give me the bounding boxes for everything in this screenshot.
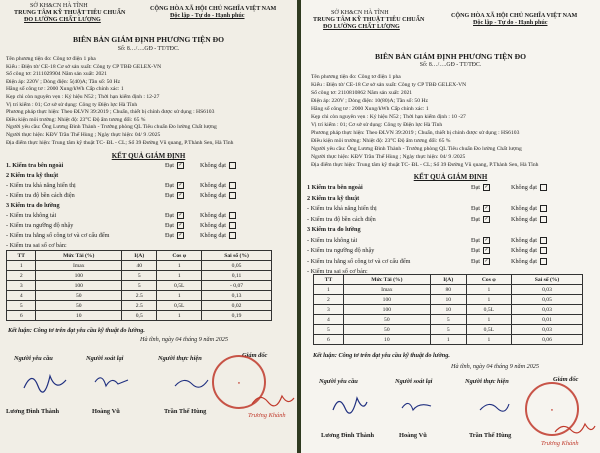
info-line: Điều kiện môi trường: Nhiệt độ: 23°C Độ ẩm tương đối: 65 % [6, 116, 146, 123]
table-cell: 50 [343, 325, 430, 335]
empty-box-icon [540, 237, 547, 244]
table-row [314, 315, 583, 325]
table-cell: 0,5L [157, 301, 202, 311]
check-pass [165, 212, 184, 219]
checked-box-icon: ✓ [178, 183, 183, 189]
info-line: Số công tơ: 2111029904 Năm sản xuất: 2021 [6, 71, 107, 78]
table-header-row [7, 251, 272, 261]
info-line: Địa điểm thực hiện: Trung tâm kỹ thuật TC- ĐL - CL; Số 39 Đường Vũ quang, P.Thành Sen, Hà Tĩnh [6, 139, 234, 146]
table-header-cell: Cos φ [157, 251, 202, 261]
info-line: Vị trí kiểm : 01; Cơ sở sử dụng: Công ty Điện lực Hà Tĩnh [311, 122, 443, 128]
signature-reviewer [92, 370, 132, 392]
check-fail [200, 232, 236, 239]
table-cell: Imax [36, 261, 122, 271]
info-line: Tên phương tiện đo: Công tơ điện 1 pha [311, 74, 401, 80]
table-row [7, 301, 272, 311]
table-cell: 6 [314, 335, 344, 345]
check-pass [165, 192, 184, 199]
table-cell: 10 [343, 335, 430, 345]
info-line: Tên phương tiện đo: Công tơ điện 1 pha [6, 56, 96, 62]
table-cell: 0,03 [512, 305, 583, 315]
check-fail-label: Không đạt [200, 182, 226, 189]
check-fail [200, 182, 236, 189]
table-header-cell: Cos φ [466, 275, 511, 285]
check-fail [511, 247, 547, 254]
table-cell: 80 [430, 285, 466, 295]
empty-box-icon [540, 258, 547, 265]
table-row [7, 261, 272, 271]
check-pass-label: Đạt [165, 182, 174, 189]
check-pass-label: Đạt [471, 257, 480, 265]
signer-director-name: Trương Khánh [541, 440, 579, 447]
table-cell: 4 [7, 291, 36, 301]
table-cell: 0,03 [512, 285, 583, 295]
check-label: 3 Kiểm tra đo lường [6, 202, 60, 209]
table-row [314, 285, 583, 295]
table-cell: 5 [122, 281, 157, 291]
check-label: 1 Kiểm tra bên ngoài [307, 184, 363, 191]
table-cell: 2.5 [122, 291, 157, 301]
check-pass [471, 205, 490, 212]
result-title: KẾT QUẢ GIÁM ĐỊNH [413, 173, 488, 181]
conclusion: Kết luận: Công tơ trên đạt yêu cầu kỹ thuật đo lường. [8, 327, 145, 334]
table-cell: 3 [7, 281, 36, 291]
check-fail-label: Không đạt [511, 236, 537, 244]
check-pass-label: Đạt [165, 212, 174, 219]
signer-director-name: Trương Khánh [248, 412, 286, 419]
check-label: 2 Kiểm tra kỹ thuật [307, 194, 360, 202]
table-cell: 1 [157, 311, 202, 321]
check-pass [471, 258, 490, 265]
check-pass-label: Đạt [471, 236, 480, 244]
signer-reviewer-name: Hoàng Vũ [399, 432, 427, 439]
empty-box-icon [540, 247, 547, 254]
sign-title-director: Giám đốc [553, 376, 579, 383]
check-fail-label: Không đạt [511, 184, 537, 191]
table-cell: 2 [7, 271, 36, 281]
info-line: Kẹp chì còn nguyên vẹn : Ký hiệu N52 ; Thời hạn kiểm định : 10 -27 [311, 114, 466, 120]
check-pass-label: Đạt [471, 247, 480, 254]
republic-title: CỘNG HÒA XÃ HỘI CHỦ NGHĨA VIỆT NAM [150, 6, 277, 12]
check-pass-label: Đạt [165, 192, 174, 199]
table-cell: 5 [7, 301, 36, 311]
table-row [7, 271, 272, 281]
table-cell: 0,05 [512, 295, 583, 305]
check-fail [511, 237, 547, 244]
empty-box-icon [540, 216, 547, 223]
check-fail [200, 162, 236, 169]
check-fail [200, 192, 236, 199]
table-header-cell: TT [314, 275, 344, 285]
info-line: Phương pháp thực hiện: Theo ĐLVN 39:2019 ; Chuẩn, thiết bị chính được sử dụng : HS6103 [311, 130, 520, 136]
motto: Độc lập - Tự do - Hạnh phúc [170, 13, 245, 19]
table-cell: 100 [343, 305, 430, 315]
date-line: Hà tĩnh, ngày 04 tháng 9 năm 2025 [140, 336, 228, 343]
info-line: Vị trí kiểm : 01; Cơ sở sử dụng: Công ty Điện lực Hà Tĩnh [6, 101, 138, 108]
check-fail-label: Không đạt [200, 232, 226, 239]
table-header-cell: Sai số (%) [202, 251, 272, 261]
agency-name: SỞ KH&CN HÀ TĨNH [331, 10, 389, 16]
info-line: Phương pháp thực hiện: Theo ĐLVN 39:2019 ; Chuẩn, thiết bị chính được sử dụng : HS6103 [6, 109, 215, 116]
table-cell: 100 [343, 295, 430, 305]
empty-box-icon [229, 182, 236, 189]
table-cell: 0,5L [466, 325, 511, 335]
signer-requester-name: Lương Đình Thành [321, 432, 375, 439]
check-label: - Kiểm tra hằng số công tơ và cơ cấu đếm [307, 257, 411, 265]
signature-performer [172, 372, 212, 392]
check-pass-label: Đạt [471, 205, 480, 212]
info-line: Điều kiện môi trường: Nhiệt độ: 23°C Độ ẩm tương đối: 65 % [311, 138, 451, 144]
check-label: - Kiểm tra không tải [6, 212, 57, 219]
date-line: Hà tĩnh, ngày 04 tháng 9 năm 2025 [451, 363, 539, 370]
signature-performer [477, 396, 513, 416]
table-cell: 1 [466, 335, 511, 345]
info-line: Người yêu cầu: Ông Lương Đình Thành - Trưởng phòng QL Tiêu chuẩn Đo lường Chất lượng [6, 124, 217, 131]
table-cell: 1 [466, 285, 511, 295]
check-pass [471, 247, 490, 254]
signature-director [553, 420, 597, 438]
signer-performer-name: Trần Thế Hùng [469, 432, 512, 439]
table-row [7, 311, 272, 321]
check-fail-label: Không đạt [511, 247, 537, 254]
document-number: Số: 8…/….GĐ - TT/TĐC. [419, 62, 482, 68]
info-line: Kẹp chì còn nguyên vẹn : Ký hiệu N52 ; Thời hạn kiểm định : 12-27 [6, 94, 160, 100]
conclusion: Kết luận: Công tơ trên đạt yêu cầu kỹ thuật đo lường. [313, 352, 450, 359]
table-cell: 100 [36, 271, 122, 281]
center-name-2: ĐO LƯỜNG CHẤT LƯỢNG [323, 24, 400, 30]
check-label: - Kiểm tra độ bền cách điện [6, 192, 75, 199]
checked-box-icon: ✓ [178, 163, 183, 169]
check-fail [200, 212, 236, 219]
table-cell: 1 [466, 295, 511, 305]
center-name: TRUNG TÂM KỸ THUẬT TIÊU CHUẨN [14, 10, 126, 16]
document-title: BIÊN BẢN GIÁM ĐỊNH PHƯƠNG TIỆN ĐO [374, 52, 527, 61]
info-line: Kiểu : Điện tử/ CE-18 Cơ sở sản xuất: Công ty CP TBĐ GELEX-VN [6, 63, 162, 70]
table-cell: 2.5 [122, 301, 157, 311]
table-cell: 100 [36, 281, 122, 291]
table-cell: 5 [122, 271, 157, 281]
check-label: 3 Kiểm tra đo lường [307, 226, 361, 233]
table-header-cell: Mức Tải (%) [343, 275, 430, 285]
table-cell: 0,02 [202, 301, 272, 311]
check-fail [511, 184, 547, 191]
check-fail-label: Không đạt [200, 192, 226, 199]
sign-title-director: Giám đốc [242, 352, 268, 359]
table-cell: 0,05 [202, 261, 272, 271]
stamp-ring: ● [550, 406, 554, 412]
check-fail [511, 258, 547, 265]
motto: Độc lập - Tự do - Hạnh phúc [473, 20, 548, 26]
table-cell: 1 [7, 261, 36, 271]
check-pass-label: Đạt [165, 162, 174, 169]
agency-name: SỞ KH&CN HÀ TĨNH [30, 3, 88, 9]
check-pass-label: Đạt [165, 222, 174, 229]
table-header-cell: I(A) [430, 275, 466, 285]
table-cell: 1 [157, 261, 202, 271]
result-title: KẾT QUẢ GIÁM ĐỊNH [111, 152, 186, 160]
table-cell: 0,19 [202, 311, 272, 321]
checked-box-icon: ✓ [484, 237, 489, 243]
check-label: 2 Kiểm tra kỹ thuật [6, 172, 59, 179]
table-cell: 5 [314, 325, 344, 335]
signature-reviewer [399, 396, 435, 416]
check-pass [165, 222, 184, 229]
check-fail-label: Không đạt [200, 212, 226, 219]
checked-box-icon: ✓ [484, 258, 489, 264]
check-label: 1. Kiểm tra bên ngoài [6, 162, 64, 169]
checked-box-icon: ✓ [178, 233, 183, 239]
check-pass [165, 162, 184, 169]
empty-box-icon [540, 205, 547, 212]
sign-title-reviewer: Người soát lại [395, 378, 433, 385]
table-cell: 0,5L [466, 305, 511, 315]
check-fail-label: Không đạt [200, 222, 226, 229]
table-cell: 0,03 [512, 325, 583, 335]
table-cell: 0,5 [122, 311, 157, 321]
check-pass [165, 182, 184, 189]
checked-box-icon: ✓ [178, 223, 183, 229]
empty-box-icon [229, 192, 236, 199]
table-header-row [314, 275, 583, 285]
table-row [7, 281, 272, 291]
table-header-cell: TT [7, 251, 36, 261]
table-cell: 5 [430, 315, 466, 325]
table-cell: Imax [343, 285, 430, 295]
signature-requester [329, 392, 369, 416]
table-cell: - 0,07 [202, 281, 272, 291]
table-cell: 1 [430, 335, 466, 345]
table-row [314, 305, 583, 315]
table-row [314, 325, 583, 335]
table-cell: 40 [122, 261, 157, 271]
check-label: - Kiểm tra sai số cơ bản: [307, 268, 368, 275]
table-cell: 10 [36, 311, 122, 321]
info-line: Người yêu cầu: Ông Lương Đình Thành - Trưởng phòng QL Tiêu chuẩn Đo lường Chất lượng [311, 146, 522, 152]
checked-box-icon: ✓ [484, 248, 489, 254]
check-label: - Kiểm tra không tải [307, 236, 358, 244]
table-cell: 10 [430, 305, 466, 315]
table-cell: 0,13 [202, 291, 272, 301]
signature-requester [20, 368, 70, 394]
sign-title-requester: Người yêu cầu [14, 355, 53, 362]
table-cell: 1 [157, 271, 202, 281]
table-cell: 1 [157, 291, 202, 301]
table-row [314, 335, 583, 345]
table-cell: 5 [430, 325, 466, 335]
table-header-cell: Mức Tải (%) [36, 251, 122, 261]
check-fail [200, 222, 236, 229]
table-header-cell: I(A) [122, 251, 157, 261]
signature-director [250, 390, 296, 410]
empty-box-icon [540, 184, 547, 191]
table-row [314, 295, 583, 305]
sign-title-reviewer: Người soát lại [86, 355, 124, 362]
center-name-2: ĐO LƯỜNG CHẤT LƯỢNG [24, 17, 101, 23]
table-cell: 2 [314, 295, 344, 305]
info-line: Hằng số công tơ : 2000 Xung/kWh Cấp chính xác: 1 [311, 106, 429, 112]
table-cell: 4 [314, 315, 344, 325]
info-line: Số công tơ: 2110810862 Năm sản xuất: 2021 [311, 90, 413, 96]
left-document-sheet [0, 0, 297, 453]
info-line: Kiểu : Điện tử/ CE-18 Cơ sở sản xuất: Công ty CP TBĐ GELEX-VN [311, 82, 467, 88]
table-cell: 6 [7, 311, 36, 321]
check-pass [471, 216, 490, 223]
info-line: Người thực hiện: KĐV Trần Thế Hùng ; Ngày thực hiện: 04/ 9 /2025 [6, 132, 161, 138]
signer-reviewer-name: Hoàng Vũ [92, 408, 120, 415]
info-line: Điện áp: 220V ; Dòng điện: 5(40)A; Tần số: 50 Hz [6, 78, 121, 85]
center-name: TRUNG TÂM KỸ THUẬT TIÊU CHUẨN [313, 17, 425, 23]
empty-box-icon [229, 232, 236, 239]
empty-box-icon [229, 222, 236, 229]
table-cell: 10 [430, 295, 466, 305]
sign-title-performer: Người thực hiện [158, 355, 202, 362]
error-table [313, 274, 583, 345]
check-label: - Kiểm tra khả năng hiển thị [6, 182, 76, 189]
check-fail-label: Không đạt [511, 257, 537, 265]
check-label: - Kiểm tra ngưỡng độ nhậy [6, 222, 74, 229]
table-cell: 50 [343, 315, 430, 325]
sign-title-requester: Người yêu cầu [319, 378, 358, 385]
check-fail-label: Không đạt [511, 215, 537, 223]
signer-performer-name: Trần Thế Hùng [164, 408, 207, 415]
table-cell: 0,06 [512, 335, 583, 345]
table-cell: 0,11 [202, 271, 272, 281]
error-table [6, 250, 272, 321]
empty-box-icon [229, 212, 236, 219]
document-number: Số: 8…/….GĐ - TT/TĐC. [117, 46, 180, 52]
info-line: Địa điểm thực hiện: Trung tâm kỹ thuật TC- ĐL - CL; Số 39 Đường Vũ quang, P.Thành Sen, Hà Tĩnh [311, 162, 539, 168]
checked-box-icon: ✓ [178, 213, 183, 219]
check-label: - Kiểm tra hằng số công tơ và cơ cấu đếm [6, 232, 110, 239]
info-line: Người thực hiện: KĐV Trần Thế Hùng ; Ngày thực hiện: 04/ 9 /2025 [311, 154, 466, 160]
check-label: - Kiểm tra khả năng hiển thị [307, 205, 377, 212]
table-cell: 0,01 [512, 315, 583, 325]
check-fail-label: Không đạt [200, 162, 226, 169]
check-label: - Kiểm tra sai số cơ bản: [6, 242, 67, 249]
check-fail-label: Không đạt [511, 205, 537, 212]
checked-box-icon: ✓ [484, 185, 489, 191]
table-header-cell: Sai số (%) [512, 275, 583, 285]
table-cell: 50 [36, 291, 122, 301]
check-pass-label: Đạt [471, 184, 480, 191]
check-label: - Kiểm tra ngưỡng độ nhậy [307, 247, 375, 254]
document-title: BIÊN BẢN GIÁM ĐỊNH PHƯƠNG TIỆN ĐO [72, 35, 225, 44]
check-label: - Kiểm tra độ bền cách điện [307, 215, 376, 223]
table-cell: 1 [314, 285, 344, 295]
table-row [7, 291, 272, 301]
checked-box-icon: ✓ [484, 216, 489, 222]
check-fail [511, 216, 547, 223]
right-document-sheet [301, 0, 600, 453]
table-cell: 0,5L [157, 281, 202, 291]
sign-title-performer: Người thực hiện [465, 378, 509, 385]
check-pass-label: Đạt [471, 215, 480, 223]
table-cell: 1 [466, 315, 511, 325]
table-cell: 50 [36, 301, 122, 311]
checked-box-icon: ✓ [484, 206, 489, 212]
empty-box-icon [229, 162, 236, 169]
republic-title: CỘNG HÒA XÃ HỘI CHỦ NGHĨA VIỆT NAM [451, 13, 578, 19]
check-pass [165, 232, 184, 239]
table-cell: 3 [314, 305, 344, 315]
checked-box-icon: ✓ [178, 193, 183, 199]
check-pass-label: Đạt [165, 232, 174, 239]
check-pass [471, 184, 490, 191]
check-fail [511, 205, 547, 212]
signer-requester-name: Lương Đình Thành [6, 408, 60, 415]
info-line: Hằng số công tơ : 2000 Xung/kWh Cấp chính xác: 1 [6, 86, 124, 93]
info-line: Điện áp: 220V ; Dòng điện: 10(80)A; Tần số: 50 Hz [311, 98, 428, 104]
stamp-ring: ● [237, 379, 241, 385]
check-pass [471, 237, 490, 244]
